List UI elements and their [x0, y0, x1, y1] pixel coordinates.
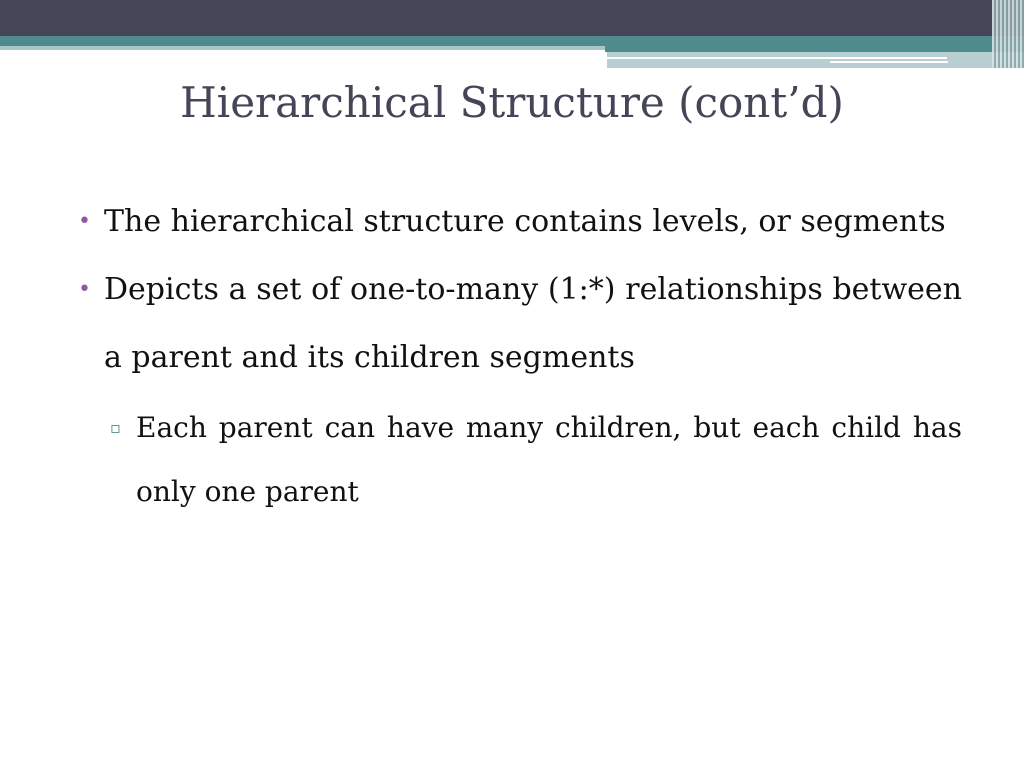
bullet-text: Depicts a set of one-to-many (1:*) relationships between a parent and its children segments	[104, 272, 962, 375]
square-bullet-icon: ▫	[110, 418, 121, 437]
sub-bullet-text: Each parent can have many children, but each child has only one parent	[136, 411, 962, 508]
header-thin-line	[607, 57, 947, 59]
sub-bullet-item	[110, 396, 962, 524]
bullet-text: The hierarchical structure contains levels, or segments	[104, 204, 946, 239]
bullet-item	[78, 188, 962, 256]
slide-body	[78, 188, 962, 552]
header-dark-bar	[0, 0, 1024, 36]
bullet-item	[78, 256, 962, 392]
header-teal-bar	[0, 36, 1024, 46]
header-thin-line-short	[830, 61, 948, 63]
bullet-dot-icon: •	[78, 277, 91, 302]
header-step-light-bar	[607, 52, 1024, 68]
header-stripes-decoration	[992, 0, 1024, 68]
bullet-dot-icon: •	[78, 209, 91, 234]
slide-title: Hierarchical Structure (cont’d)	[180, 78, 844, 127]
header-light-bar	[0, 46, 605, 50]
